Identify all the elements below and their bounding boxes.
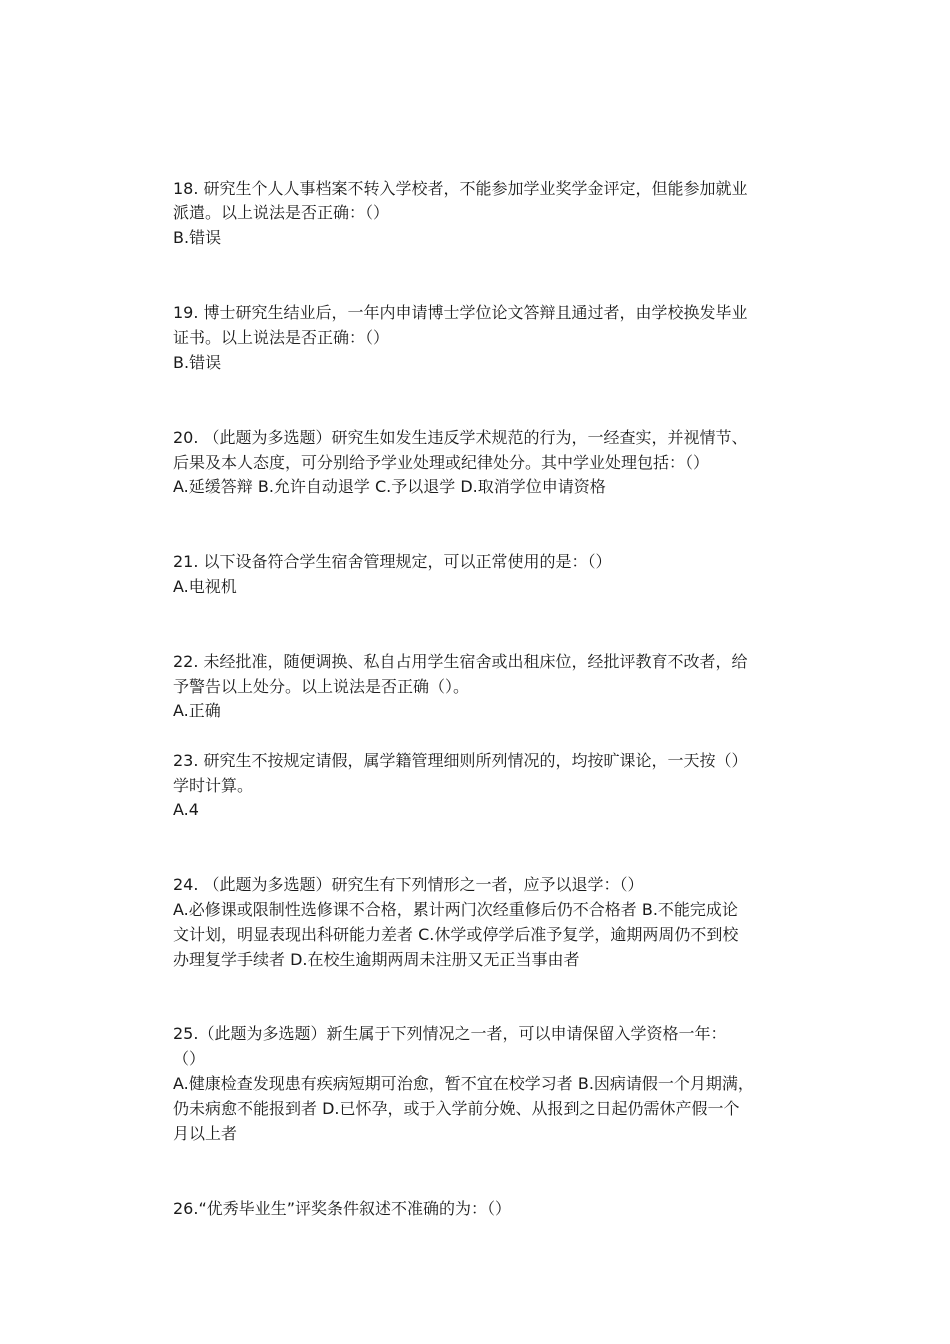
question-24-options-2: 文计划，明显表现出科研能力差者 C.休学或停学后准予复学，逾期两周仍不到校 bbox=[173, 925, 739, 944]
question-25-options-1: A.健康检查发现患有疾病短期可治愈，暂不宜在校学习者 B.因病请假一个月期满， bbox=[173, 1074, 754, 1093]
question-24-options-3: 办理复学手续者 D.在校生逾期两周未注册又无正当事由者 bbox=[173, 950, 580, 969]
question-26-line-1: 26.“优秀毕业生”评奖条件叙述不准确的为：（） bbox=[173, 1199, 512, 1218]
question-24-options-1: A.必修课或限制性选修课不合格，累计两门次经重修后仍不合格者 B.不能完成论 bbox=[173, 900, 738, 919]
question-18-answer: B.错误 bbox=[173, 228, 222, 247]
question-25-options-3: 月以上者 bbox=[173, 1124, 238, 1143]
question-25-line-2: （） bbox=[173, 1049, 206, 1068]
question-21-answer: A.电视机 bbox=[173, 577, 237, 596]
question-25-line-1: 25.（此题为多选题）新生属于下列情况之一者，可以申请保留入学资格一年： bbox=[173, 1024, 727, 1043]
question-18-line-2: 派遣。以上说法是否正确：（） bbox=[173, 203, 390, 222]
question-23-line-1: 23. 研究生不按规定请假，属学籍管理细则所列情况的，均按旷课论，一天按（） bbox=[173, 751, 748, 770]
question-19-answer: B.错误 bbox=[173, 353, 222, 372]
question-20-line-1: 20. （此题为多选题）研究生如发生违反学术规范的行为，一经查实，并视情节、 bbox=[173, 428, 748, 447]
question-22-line-1: 22. 未经批准，随便调换、私自占用学生宿舍或出租床位，经批评教育不改者，给 bbox=[173, 652, 748, 671]
question-21-line-1: 21. 以下设备符合学生宿舍管理规定，可以正常使用的是：（） bbox=[173, 552, 612, 571]
question-20-line-2: 后果及本人态度，可分别给予学业处理或纪律处分。其中学业处理包括：（） bbox=[173, 453, 710, 472]
question-23-line-2: 学时计算。 bbox=[173, 776, 254, 795]
question-19-line-2: 证书。以上说法是否正确：（） bbox=[173, 328, 390, 347]
question-22-answer: A.正确 bbox=[173, 701, 221, 720]
question-23-answer: A.4 bbox=[173, 800, 199, 819]
question-25-options-2: 仍未病愈不能报到者 D.已怀孕，或于入学前分娩、从报到之日起仍需休产假一个 bbox=[173, 1099, 740, 1118]
question-20-options: A.延缓答辩 B.允许自动退学 C.予以退学 D.取消学位申请资格 bbox=[173, 477, 606, 496]
question-22-line-2: 予警告以上处分。以上说法是否正确（）。 bbox=[173, 677, 470, 696]
question-24-line-1: 24. （此题为多选题）研究生有下列情形之一者，应予以退学：（） bbox=[173, 875, 644, 894]
question-18-line-1: 18. 研究生个人人事档案不转入学校者，不能参加学业奖学金评定，但能参加就业 bbox=[173, 179, 748, 198]
question-19-line-1: 19. 博士研究生结业后，一年内申请博士学位论文答辩且通过者，由学校换发毕业 bbox=[173, 303, 748, 322]
